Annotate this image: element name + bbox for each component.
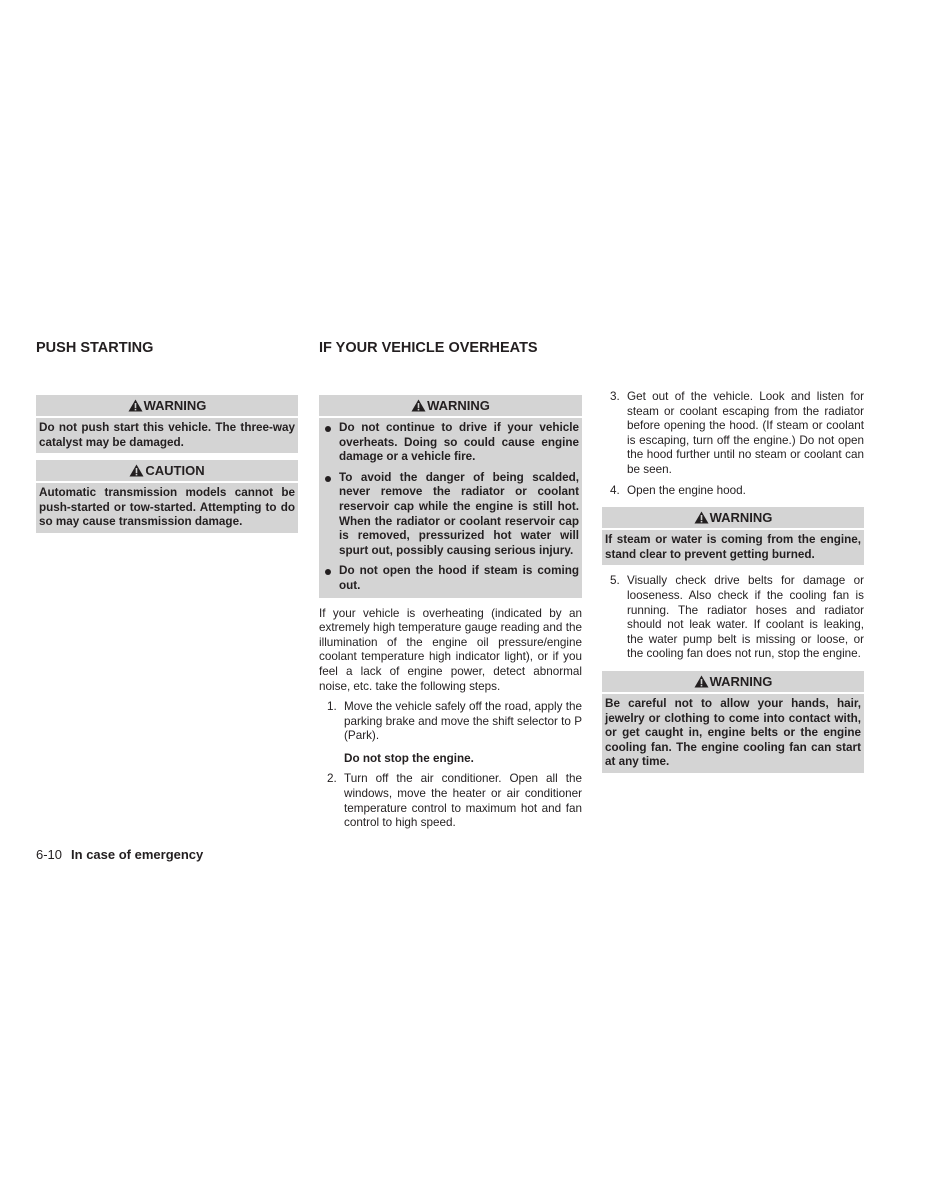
column-overheats-continued [602, 390, 864, 780]
caution-box-push-start [36, 460, 298, 533]
warning-triangle-icon [411, 399, 426, 412]
bullet-icon [325, 569, 331, 575]
warning-box-overheats [319, 395, 582, 598]
caution-text: Automatic transmission models cannot be push-started or tow-started. Attempting to do so may cause transmission damage. [39, 486, 295, 529]
step-text: Move the vehicle safely off the road, apply the parking brake and move the shift selector to P (Park). [344, 700, 582, 743]
warning-text: Be careful not to allow your hands, hair, jewelry or clothing to come into contact with, or get caught in, engine belts or the engine cooling fan. The engine cooling fan can start at any time. [605, 696, 861, 769]
warning-header [319, 398, 582, 418]
step-5 [602, 574, 864, 662]
warning-label: WARNING [427, 398, 490, 413]
step-text: Open the engine hood. [627, 483, 746, 497]
warning-bullet: Do not continue to drive if your vehicle overheats. Doing so could cause engine damage or a vehicle fire. [322, 421, 579, 465]
warning-bullet: Do not open the hood if steam is coming out. [322, 564, 579, 593]
bullet-icon [325, 426, 331, 432]
step-2 [319, 772, 582, 830]
step-text: Visually check drive belts for damage or looseness. Also check if the cooling fan is running. The radiator hoses and radiator should not leak water. If coolant is leaking, the water pump belt is missing or loose, or the cooling fan does not run, stop the engine. [627, 574, 864, 661]
warning-label: WARNING [709, 673, 773, 689]
warning-bullet: To avoid the danger of being scalded, never remove the radiator or coolant reservoir cap while the engine is still hot. When the radiator or coolant reservoir cap is removed, pressurized hot water will spurt out, possibly causing serious injury. [322, 471, 579, 559]
column-overheats [319, 340, 582, 837]
step-4 [602, 484, 864, 499]
step-note: Do not stop the engine. [344, 751, 474, 765]
warning-label: WARNING [709, 510, 773, 526]
warning-bullet-list [322, 421, 579, 594]
step-text: Get out of the vehicle. Look and listen for steam or coolant escaping from the radiator before opening the hood. (If steam or coolant is escaping, turn off the engine.) Do not open the hood further until no steam or coolant can be seen. [627, 390, 864, 476]
warning-triangle-icon [128, 399, 143, 412]
warning-header [36, 398, 298, 418]
heading-push-starting: PUSH STARTING [36, 340, 154, 356]
step-text: Turn off the air conditioner. Open all the windows, move the heater or air conditioner temperature control to maximum hot and fan control to high speed. [344, 772, 582, 830]
step-number: 5. [610, 574, 620, 588]
section-title: In case of emergency [71, 847, 204, 862]
warning-label: WARNING [143, 398, 207, 413]
warning-box-push-start [36, 395, 298, 453]
step-number: 4. [610, 483, 620, 497]
step-number: 3. [610, 390, 620, 403]
warning-triangle-icon [694, 511, 709, 524]
step-number: 2. [327, 772, 337, 786]
warning-text: If steam or water is coming from the engine, stand clear to prevent getting burned. [605, 533, 861, 561]
column-push-starting [36, 340, 298, 540]
warning-triangle-icon [694, 675, 709, 688]
warning-triangle-icon [129, 464, 144, 477]
overheat-intro: If your vehicle is overheating (indicated by an extremely high temperature gauge reading and the illumination of the engine oil pressure/engine coolant temperature high indicator light), or if you feel a lack of engine power, detect abnormal noise, etc. take the following steps. [319, 606, 582, 693]
caution-label: CAUTION [145, 463, 205, 479]
bullet-icon [325, 476, 331, 482]
warning-box-steam [602, 507, 864, 565]
step-number: 1. [327, 700, 337, 714]
heading-overheats: IF YOUR VEHICLE OVERHEATS [319, 340, 538, 356]
page-footer [36, 847, 203, 862]
page-number: 6-10 [36, 847, 63, 862]
warning-text: Do not push start this vehicle. The three-way catalyst may be damaged. [39, 421, 295, 449]
caution-header [36, 463, 298, 483]
warning-header [602, 510, 864, 530]
step-3 [602, 390, 864, 478]
step-1 [319, 700, 582, 766]
warning-header [602, 674, 864, 694]
warning-box-belts [602, 671, 864, 773]
